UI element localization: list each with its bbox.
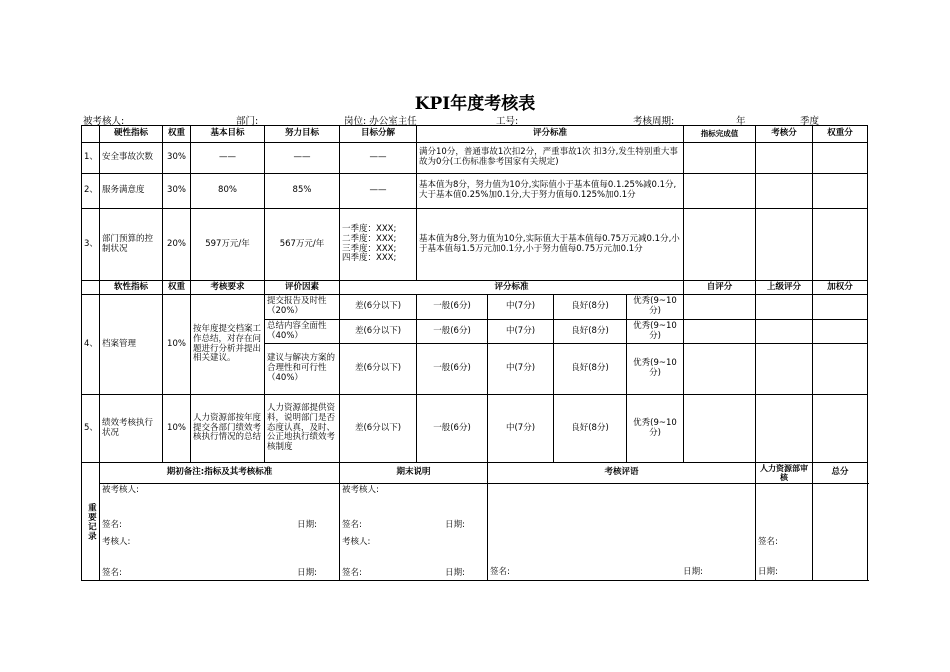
soft-standard-header: 评分标准: [340, 281, 684, 295]
grade-excellent: 优秀(9~10分): [627, 320, 684, 344]
hr-review-header: 人力资源部审核: [756, 463, 813, 484]
soft-header-row: [82, 281, 868, 295]
evaluation-factor: 建议与解决方案的合理性和可行性（40%）: [265, 344, 340, 395]
grade-excellent: 优秀(9~10分): [627, 295, 684, 320]
breakdown-q3: 三季度：XXX;: [342, 243, 397, 254]
score-cell[interactable]: [756, 174, 813, 209]
breakdown-header: 目标分解: [340, 126, 417, 143]
soft-weighted-cell[interactable]: [813, 344, 868, 395]
grade-excellent: 优秀(9~10分): [627, 395, 684, 463]
soft-weight-header: 权重: [163, 281, 191, 295]
self-score-cell[interactable]: [684, 344, 756, 395]
indicator-weight: 10%: [163, 395, 191, 463]
year-label: 年: [736, 116, 746, 127]
initial-remarks-cell[interactable]: [100, 484, 340, 581]
factor-header: 评价因素: [265, 281, 340, 295]
weighted-score-header: 权重分: [813, 126, 868, 143]
completion-cell[interactable]: [684, 143, 756, 174]
effort-target: 85%: [265, 174, 340, 209]
total-score-header: 总分: [813, 463, 868, 484]
assessment-requirement: 人力资源部按年度提交各部门绩效考核执行情况的总结: [191, 395, 265, 463]
total-score-cell[interactable]: [813, 484, 868, 581]
evaluation-factor: 总结内容全面性（40%）: [265, 320, 340, 344]
grade-fair: 一般(6分): [417, 395, 488, 463]
grade-medium: 中(7分): [488, 344, 554, 395]
grade-good: 良好(8分): [554, 395, 627, 463]
table-row: [82, 143, 868, 174]
grade-medium: 中(7分): [488, 320, 554, 344]
indicator-name: 部门预算的控制状况: [100, 209, 163, 281]
basic-target: ——: [191, 143, 265, 174]
breakdown-q1: 一季度：XXX;: [342, 223, 397, 234]
soft-name-header: 软性指标: [100, 281, 163, 295]
row-number: 1、: [82, 143, 100, 174]
requirement-header: 考核要求: [191, 281, 265, 295]
completion-header: 指标完成值: [684, 126, 756, 143]
assessment-requirement: 按年度提交档案工作总结，对存在问题进行分析并提出相关建议。: [191, 295, 265, 395]
date-label: 日期:: [758, 566, 778, 577]
examiner-signature-label: 考核人:: [102, 536, 131, 547]
superior-score-cell[interactable]: [756, 295, 813, 320]
hard-standard-header: 评分标准: [417, 126, 684, 143]
effort-target: 567万元/年: [265, 209, 340, 281]
date-label: 日期:: [297, 567, 317, 578]
date-label: 日期:: [445, 567, 465, 578]
examinee-signature-label: 被考核人:: [342, 485, 379, 496]
end-notes-header: 期末说明: [340, 463, 488, 484]
superior-score-cell[interactable]: [756, 320, 813, 344]
table-row: [82, 395, 868, 463]
date-label: 日期:: [297, 520, 317, 531]
superior-score-cell[interactable]: [756, 395, 813, 463]
indicator-weight: 10%: [163, 295, 191, 395]
examinee-label: 被考核人:: [83, 116, 125, 127]
sign-label: 签名:: [490, 566, 510, 577]
sign-label: 签名:: [102, 567, 122, 578]
grade-medium: 中(7分): [488, 295, 554, 320]
grade-poor: 差(6分以下): [340, 295, 417, 320]
row-number: 5、: [82, 395, 100, 463]
grade-good: 良好(8分): [554, 320, 627, 344]
hard-name-header: 硬性指标: [100, 126, 163, 143]
assessment-comment-header: 考核评语: [488, 463, 756, 484]
indicator-name: 安全事故次数: [100, 143, 163, 174]
period-label: 考核周期:: [633, 116, 675, 127]
soft-weighted-header: 加权分: [813, 281, 868, 295]
effort-target: ——: [265, 143, 340, 174]
indicator-name: 档案管理: [100, 295, 163, 395]
grade-medium: 中(7分): [488, 395, 554, 463]
indicator-name: 绩效考核执行状况: [100, 395, 163, 463]
weighted-score-cell[interactable]: [813, 143, 868, 174]
position-label: 岗位: 办公室主任: [344, 116, 417, 127]
target-breakdown: ——: [340, 174, 417, 209]
row-number: 3、: [82, 209, 100, 281]
weighted-score-cell[interactable]: [813, 174, 868, 209]
weighted-score-cell[interactable]: [813, 209, 868, 281]
breakdown-q4: 四季度：XXX;: [342, 253, 397, 264]
basic-target-header: 基本目标: [191, 126, 265, 143]
grade-poor: 差(6分以下): [340, 344, 417, 395]
row-number: 2、: [82, 174, 100, 209]
grade-poor: 差(6分以下): [340, 320, 417, 344]
breakdown-q2: 二季度：XXX;: [342, 233, 397, 244]
basic-target: 80%: [191, 174, 265, 209]
score-cell[interactable]: [756, 143, 813, 174]
end-notes-cell[interactable]: [340, 484, 488, 581]
initial-remarks-header: 期初备注:指标及其考核标准: [100, 463, 340, 484]
grade-fair: 一般(6分): [417, 344, 488, 395]
self-score-cell[interactable]: [684, 320, 756, 344]
record-header-row: [82, 463, 868, 484]
indicator-name: 服务满意度: [100, 174, 163, 209]
date-label: 日期:: [683, 566, 704, 577]
basic-target: 597万元/年: [191, 209, 265, 281]
quarter-label: 季度: [800, 116, 820, 127]
superior-score-header: 上级评分: [756, 281, 813, 295]
completion-cell[interactable]: [684, 209, 756, 281]
score-cell[interactable]: [756, 209, 813, 281]
date-label: 日期:: [445, 520, 465, 531]
hr-review-cell[interactable]: [756, 484, 813, 581]
hard-header-row: [82, 126, 868, 143]
indicator-weight: 30%: [163, 174, 191, 209]
indicator-weight: 30%: [163, 143, 191, 174]
completion-cell[interactable]: [684, 174, 756, 209]
self-score-cell[interactable]: [684, 295, 756, 320]
soft-weighted-cell[interactable]: [813, 295, 868, 320]
page-title: KPI年度考核表: [414, 94, 536, 114]
important-records-label: 重要记录: [82, 463, 100, 581]
grade-fair: 一般(6分): [417, 295, 488, 320]
target-breakdown: ——: [340, 143, 417, 174]
score-header: 考核分: [756, 126, 813, 143]
sign-label: 签名:: [342, 520, 362, 531]
indicator-weight: 20%: [163, 209, 191, 281]
superior-score-cell[interactable]: [756, 344, 813, 395]
evaluation-factor: 提交报告及时性（20%）: [265, 295, 340, 320]
record-body-row: [82, 484, 868, 581]
self-score-header: 自评分: [684, 281, 756, 295]
kpi-table: [81, 125, 868, 581]
soft-weighted-cell[interactable]: [813, 320, 868, 344]
self-score-cell[interactable]: [684, 395, 756, 463]
sign-label: 签名:: [342, 567, 362, 578]
examiner-signature-label: 考核人:: [342, 536, 371, 547]
sign-label: 签名:: [758, 536, 778, 547]
grade-fair: 一般(6分): [417, 320, 488, 344]
soft-weighted-cell[interactable]: [813, 395, 868, 463]
grade-good: 良好(8分): [554, 295, 627, 320]
scoring-standard: 基本值为8分，努力值为10分,实际值小于基本值每0.1.25%减0.1分,大于基本值0.25%加0.1分,大于努力值每0.125%加0.1分: [417, 174, 684, 209]
hard-weight-header: 权重: [163, 126, 191, 143]
effort-target-header: 努力目标: [265, 126, 340, 143]
dept-label: 部门:: [236, 116, 259, 127]
sign-label: 签名:: [102, 520, 122, 531]
job-no-label: 工号:: [496, 116, 519, 127]
table-row: [82, 174, 868, 209]
grade-excellent: 优秀(9~10分): [627, 344, 684, 395]
examinee-signature-label: 被考核人:: [102, 485, 139, 496]
table-row: [82, 209, 868, 281]
grade-good: 良好(8分): [554, 344, 627, 395]
target-breakdown: [340, 209, 417, 281]
table-row: [82, 295, 868, 320]
evaluation-factor: 人力资源部提供资料，说明部门是否态度认真，及时、公正地执行绩效考核制度: [265, 395, 340, 463]
scoring-standard: 基本值为8分,努力值为10分,实际值大于基本值每0.75万元减0.1分,小于基本值每1.5万元加0.1分,小于努力值每0.75万元加0.1分: [417, 209, 684, 281]
assessment-comment-cell[interactable]: [488, 484, 756, 581]
grade-poor: 差(6分以下): [340, 395, 417, 463]
scoring-standard: 满分10分，普通事故1次扣2分，严重事故1次 扣3分,发生特别重大事故为0分(工伤标准参考国家有关规定): [417, 143, 684, 174]
row-number: 4、: [82, 295, 100, 395]
